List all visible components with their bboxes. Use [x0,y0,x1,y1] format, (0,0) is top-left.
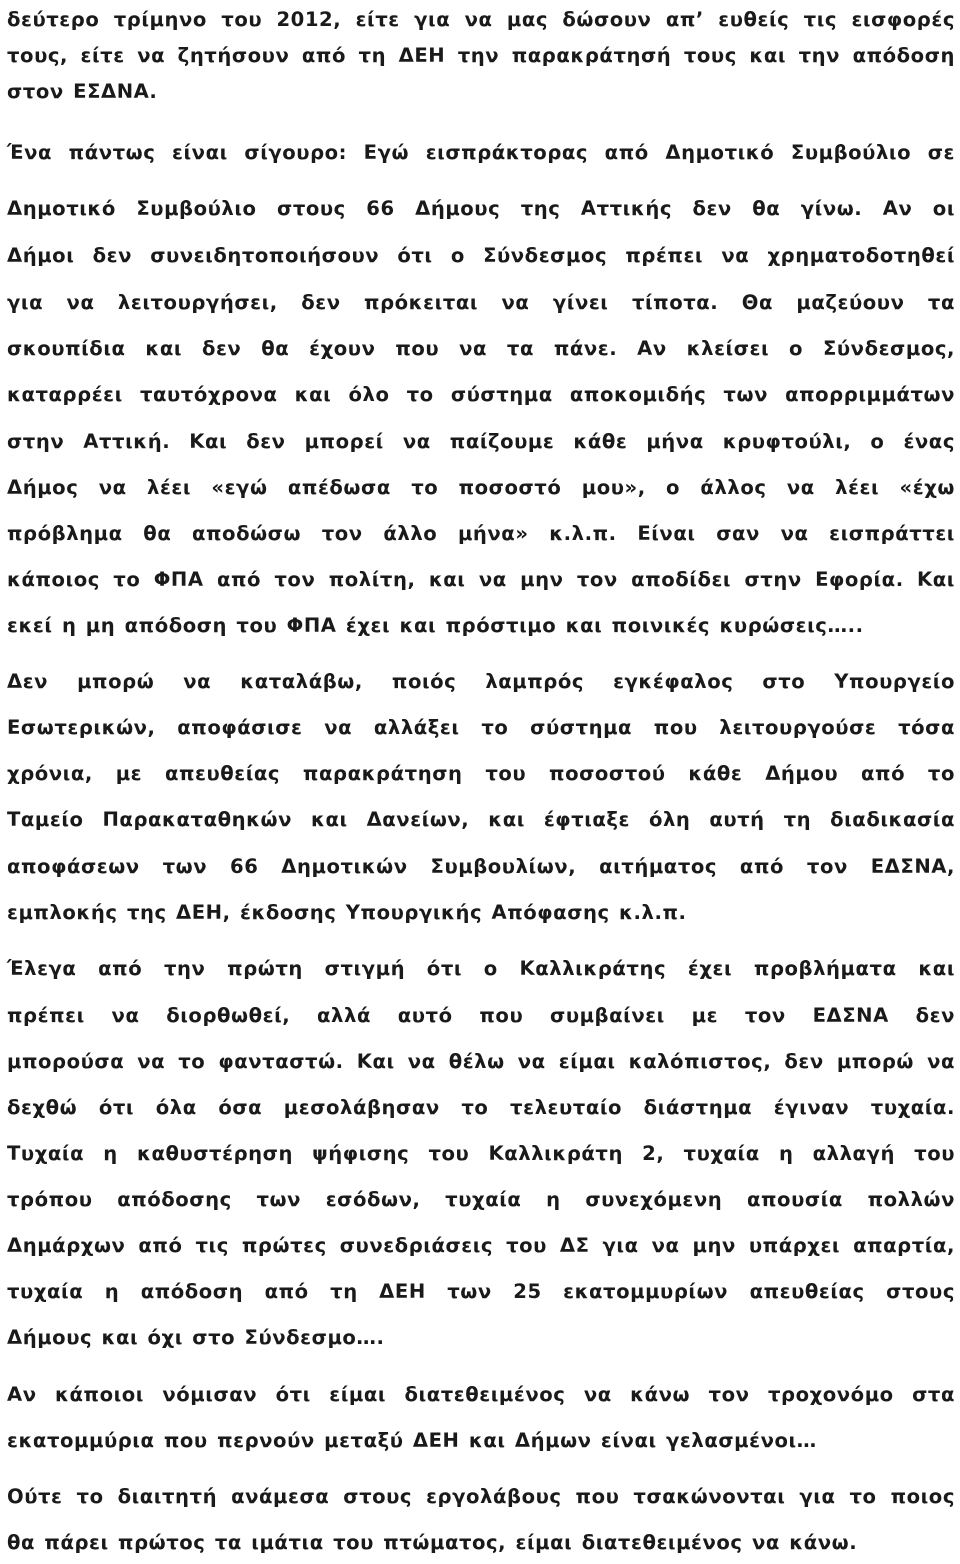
text-line: μπορούσα να το φανταστώ. Και να θέλω να είμαι καλόπιστος, δεν μπορώ να [7,1050,955,1073]
text-line: Εσωτερικών, αποφάσισε να αλλάξει το σύστημα που λειτουργούσε τόσα [7,716,955,739]
text-line: τους, είτε να ζητήσουν από τη ΔΕΗ την παρακράτησή τους και την απόδοση [7,44,955,67]
text-line: δεύτερο τρίμηνο του 2012, είτε για να μας δώσουν απ’ ευθείς τις εισφορές [7,8,955,31]
text-line: στον ΕΣΔΝΑ. [7,80,158,103]
text-line: αποφάσεων των 66 Δημοτικών Συμβουλίων, αιτήματος από τον ΕΔΣΝΑ, [7,855,955,878]
text-line: θα πάρει πρώτος τα ιμάτια του πτώματος, είμαι διατεθειμένος να κάνω. [7,1531,858,1554]
text-line: Δημάρχων από τις πρώτες συνεδριάσεις του ΔΣ για να μην υπάρχει απαρτία, [7,1234,955,1257]
text-line: καταρρέει ταυτόχρονα και όλο το σύστημα αποκομιδής των απορριμμάτων [7,383,955,406]
text-line: στην Αττική. Και δεν μπορεί να παίζουμε κάθε μήνα κρυφτούλι, ο ένας [7,430,955,453]
text-line: χρόνια, με απευθείας παρακράτηση του ποσοστού κάθε Δήμου από το [7,762,955,785]
text-line: για να λειτουργήσει, δεν πρόκειται να γίνει τίποτα. Θα μαζεύουν τα [7,291,955,314]
text-line: Δήμος να λέει «εγώ απέδωσα το ποσοστό μου», ο άλλος να λέει «έχω [7,476,955,499]
text-line: Δημοτικό Συμβούλιο στους 66 Δήμους της Αττικής δεν θα γίνω. Αν οι [7,197,955,220]
text-line: τρόπου απόδοσης των εσόδων, τυχαία η συνεχόμενη απουσία πολλών [7,1188,955,1211]
text-line: εμπλοκής της ΔΕΗ, έκδοσης Υπουργικής Απόφασης κ.λ.π. [7,901,687,924]
text-line: Δήμους και όχι στο Σύνδεσμο…. [7,1326,385,1349]
text-line: Ούτε το διαιτητή ανάμεσα στους εργολάβους που τσακώνονται για το ποιος [7,1485,955,1508]
text-line: Τυχαία η καθυστέρηση ψήφισης του Καλλικράτη 2, τυχαία η αλλαγή του [7,1142,955,1165]
text-line: κάποιος το ΦΠΑ από τον πολίτη, και να μην τον αποδίδει στην Εφορία. Και [7,568,955,591]
text-line: Αν κάποιοι νόμισαν ότι είμαι διατεθειμένος να κάνω τον τροχονόμο στα [7,1383,955,1406]
text-line: Έλεγα από την πρώτη στιγμή ότι ο Καλλικράτης έχει προβλήματα και [7,957,955,980]
text-line: Ταμείο Παρακαταθηκών και Δανείων, και έφτιαξε όλη αυτή τη διαδικασία [7,808,955,831]
text-line: Ένα πάντως είναι σίγουρο: Εγώ εισπράκτορας από Δημοτικό Συμβούλιο σε [7,141,955,164]
text-line: πρέπει να διορθωθεί, αλλά αυτό που συμβαίνει με τον ΕΔΣΝΑ δεν [7,1004,955,1027]
text-line: τυχαία η απόδοση από τη ΔΕΗ των 25 εκατομμυρίων απευθείας στους [7,1280,955,1303]
text-line: εκατομμύρια που περνούν μεταξύ ΔΕΗ και Δήμων είναι γελασμένοι… [7,1429,817,1452]
text-line: δεχθώ ότι όλα όσα μεσολάβησαν το τελευταίο διάστημα έγιναν τυχαία. [7,1096,955,1119]
text-line: σκουπίδια και δεν θα έχουν που να τα πάνε. Αν κλείσει ο Σύνδεσμος, [7,337,955,360]
text-line: εκεί η μη απόδοση του ΦΠΑ έχει και πρόστιμο και ποινικές κυρώσεις….. [7,614,864,637]
text-line: πρόβλημα θα αποδώσω τον άλλο μήνα» κ.λ.π. Είναι σαν να εισπράττει [7,522,955,545]
text-line: Δεν μπορώ να καταλάβω, ποιός λαμπρός εγκέφαλος στο Υπουργείο [7,670,955,693]
text-line: Δήμοι δεν συνειδητοποιήσουν ότι ο Σύνδεσμος πρέπει να χρηματοδοτηθεί [7,244,955,267]
